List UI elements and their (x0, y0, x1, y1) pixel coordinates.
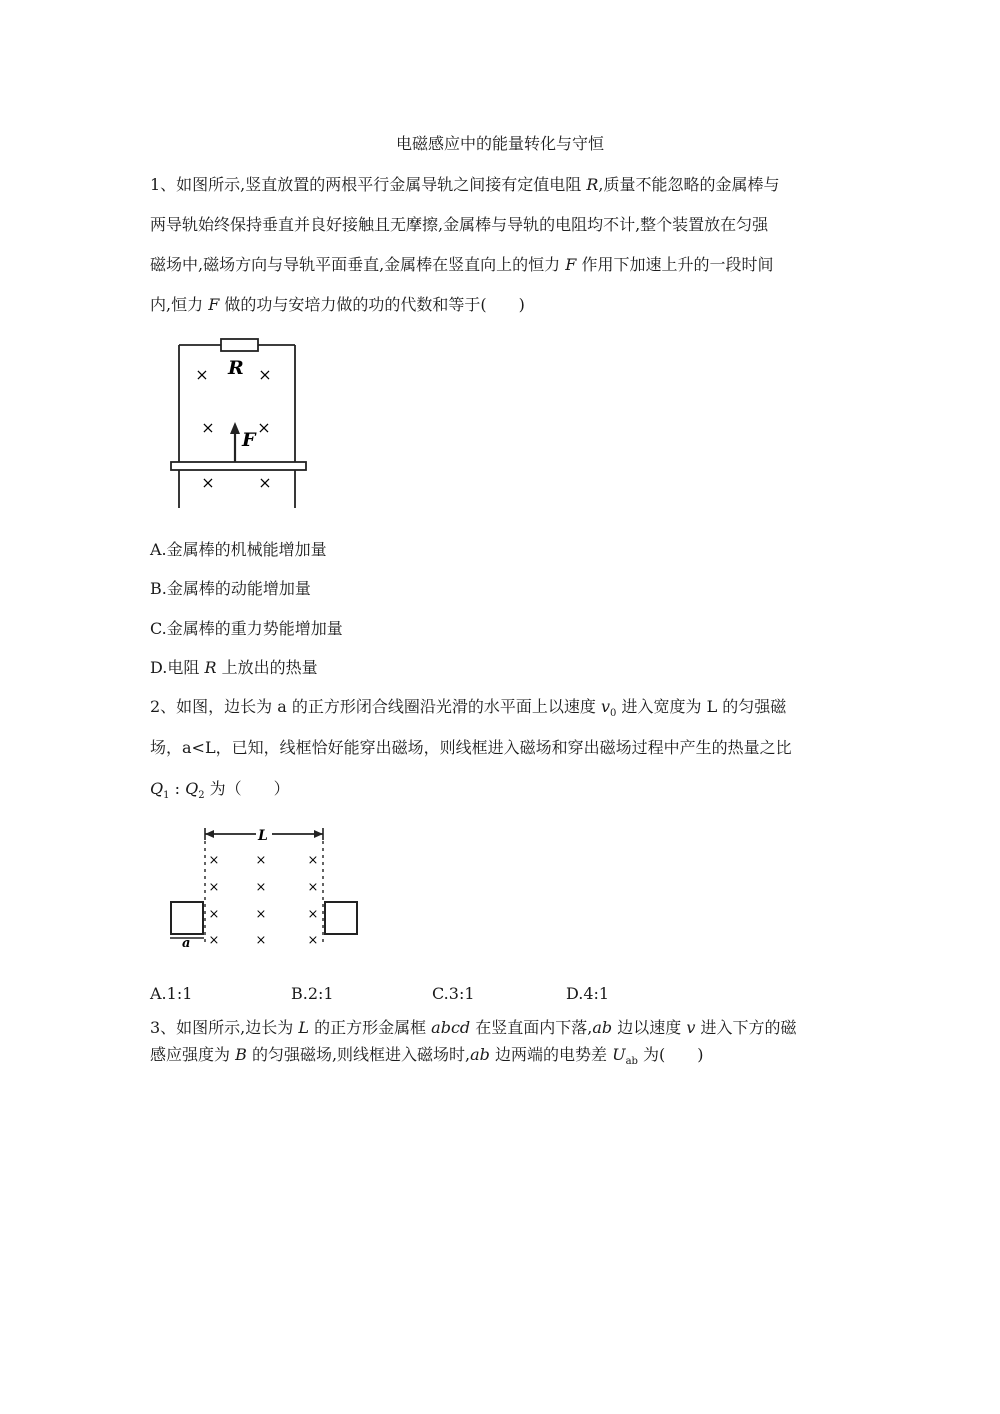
q1-line-1 (150, 172, 780, 195)
q3-text: 感应强度为 (150, 1045, 236, 1064)
q1-field-cross: × (258, 473, 272, 492)
q2-line-3 (150, 776, 290, 801)
q1-var-r: R (586, 175, 599, 194)
q1-var-f: F (565, 255, 577, 274)
q3-text: 边以速度 (612, 1018, 687, 1037)
q2-field-cross: × (255, 907, 267, 922)
q2-side-label: a (182, 936, 191, 951)
q1-option-d-text: D.电阻 (150, 658, 205, 677)
q1-text: 内,恒力 (150, 295, 209, 314)
q1-option-c: C.金属棒的重力势能增加量 (150, 619, 343, 638)
q2-square-coil-left (171, 902, 203, 934)
q2-option-b: B.2:1 (291, 984, 334, 1003)
q2-field-cross: × (307, 933, 319, 948)
q1-force-arrowhead (230, 422, 240, 434)
q3-text: 的匀强磁场,则线框进入磁场时, (246, 1045, 471, 1064)
q2-field-cross: × (307, 853, 319, 868)
q3-text: 3、如图所示,边长为 (150, 1018, 299, 1037)
q2-var-q: Q (185, 779, 199, 798)
q2-figure (168, 826, 363, 951)
q1-option-d-text: 上放出的热量 (216, 658, 318, 677)
q2-text: 进入宽度为 L 的匀强磁 (616, 697, 787, 716)
q2-field-cross: × (208, 933, 220, 948)
q2-line-1 (150, 694, 786, 719)
q3-text: 为( ) (637, 1045, 704, 1064)
q2-sub-1: 1 (163, 790, 170, 802)
q3-var-abcd: abcd (431, 1018, 471, 1037)
q2-var-v: v (600, 697, 611, 716)
q1-text: 1、如图所示,竖直放置的两根平行金属导轨之间接有定值电阻 (150, 175, 587, 194)
q3-line-2 (150, 1042, 704, 1067)
q1-field-cross: × (201, 473, 215, 492)
q1-text: ,质量不能忽略的金属棒与 (598, 175, 780, 194)
q3-line-1 (150, 1015, 796, 1038)
q1-metal-bar (171, 462, 306, 470)
q2-field-cross: × (255, 853, 267, 868)
q1-var-r: R (204, 658, 217, 677)
q2-sub-2: 2 (198, 790, 205, 802)
q3-text: 边两端的电势差 (489, 1045, 613, 1064)
q2-field-cross: × (208, 880, 220, 895)
q2-width-label: L (258, 828, 268, 844)
q3-var-u: U (612, 1045, 626, 1064)
q1-option-b: B.金属棒的动能增加量 (150, 579, 311, 598)
q3-text: 进入下方的磁 (695, 1018, 797, 1037)
q1-text: 做的功与安培力做的功的代数和等于( ) (219, 295, 525, 314)
q1-resistor (221, 339, 258, 351)
q2-field-cross: × (208, 853, 220, 868)
q2-square-coil-right (325, 902, 357, 934)
q3-var-ab: ab (470, 1045, 490, 1064)
q1-field-cross: × (195, 365, 209, 384)
q1-text: 磁场中,磁场方向与导轨平面垂直,金属棒在竖直向上的恒力 (150, 255, 566, 274)
q1-field-cross: × (257, 418, 271, 437)
q1-option-d (150, 655, 318, 678)
q2-text: 为（ ） (204, 779, 290, 798)
q2-option-c: C.3:1 (432, 984, 475, 1003)
q2-sub-0: 0 (610, 708, 617, 720)
q1-line-4 (150, 292, 525, 315)
q3-sub-ab: ab (625, 1056, 638, 1068)
q2-colon: : (169, 779, 186, 798)
q2-field-cross: × (255, 880, 267, 895)
q3-text: 的正方形金属框 (308, 1018, 432, 1037)
q2-field-cross: × (208, 907, 220, 922)
q2-line-2: 场，a<L，已知，线框恰好能穿出磁场，则线框进入磁场和穿出磁场过程中产生的热量之比 (150, 738, 792, 757)
q1-field-cross: × (201, 418, 215, 437)
q2-field-cross: × (307, 907, 319, 922)
q2-text: 2、如图，边长为 a 的正方形闭合线圈沿光滑的水平面上以速度 (150, 697, 601, 716)
q1-resistor-label: R (228, 357, 244, 379)
q1-line-2: 两导轨始终保持垂直并良好接触且无摩擦,金属棒与导轨的电阻均不计,整个装置放在匀强 (150, 215, 769, 234)
q3-text: 在竖直面内下落, (470, 1018, 593, 1037)
q1-figure (168, 336, 318, 511)
q3-var-l: L (298, 1018, 309, 1037)
q1-force-label: F (242, 429, 256, 451)
q1-option-a: A.金属棒的机械能增加量 (150, 540, 327, 559)
q3-var-ab: ab (592, 1018, 613, 1037)
q1-field-cross: × (258, 365, 272, 384)
q1-text: 作用下加速上升的一段时间 (576, 255, 774, 274)
q3-var-v: v (686, 1018, 696, 1037)
q2-field-cross: × (307, 880, 319, 895)
q2-field-cross: × (255, 933, 267, 948)
q2-var-q: Q (150, 779, 164, 798)
q2-option-d: D.4:1 (566, 984, 610, 1003)
q1-var-f: F (208, 295, 220, 314)
q2-option-a: A.1:1 (150, 984, 193, 1003)
page-title: 电磁感应中的能量转化与守恒 (395, 134, 604, 153)
q1-line-3 (150, 252, 773, 275)
q3-var-b: B (235, 1045, 247, 1064)
